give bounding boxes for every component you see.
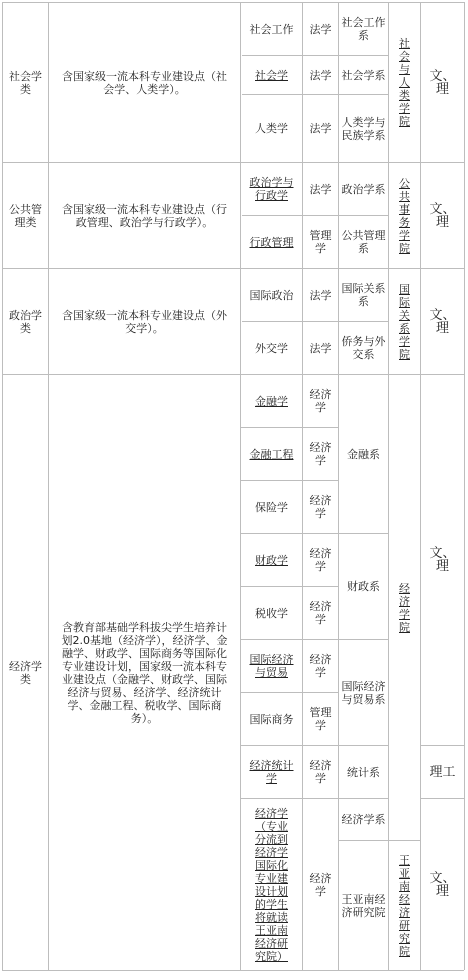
- dept-cell: 财政系: [347, 580, 380, 593]
- major-link[interactable]: 行政管理: [249, 235, 294, 249]
- degree-cell: 法学: [309, 22, 332, 36]
- major-link[interactable]: 财政学: [255, 553, 288, 567]
- school-link[interactable]: 经济学院: [399, 581, 410, 634]
- degree-cell: 经济学: [309, 653, 332, 679]
- major-link[interactable]: 金融学: [255, 394, 288, 408]
- dept-cell: 金融系: [347, 447, 380, 461]
- category-cell: 公共管理类: [9, 202, 42, 229]
- school-link[interactable]: 社会与人类学院: [399, 37, 410, 128]
- dept-cell: 统计系: [347, 765, 380, 779]
- degree-cell: 管理学: [309, 706, 332, 732]
- school-link[interactable]: 国际关系学院: [399, 282, 410, 361]
- subject-cell: 文、理: [429, 307, 456, 336]
- category-cell: 社会学类: [9, 69, 42, 96]
- category-cell: 经济学类: [9, 659, 42, 686]
- dept-cell: 侨务与外交系: [341, 335, 386, 361]
- major-link[interactable]: 经济学（专业分流到经济学国际化专业建设计划的学生将就读王亚南经济研究院）: [255, 806, 288, 963]
- subject-cell: 文、理: [429, 201, 456, 230]
- dept-cell: 经济学系: [341, 813, 386, 826]
- major-link[interactable]: 金融工程: [249, 447, 294, 461]
- subject-cell: 文、理: [429, 870, 456, 899]
- degree-cell: 经济学: [309, 759, 332, 785]
- degree-cell: 经济学: [309, 547, 332, 573]
- subject-cell: 文、理: [429, 68, 456, 97]
- plan-cell: 含国家级一流本科专业建设点（社会学、人类学）。: [62, 69, 227, 96]
- category-cell: 政治学类: [9, 308, 42, 335]
- subject-cell: 理工: [429, 764, 456, 780]
- degree-cell: 经济学: [309, 441, 332, 467]
- dept-cell: 政治学系: [341, 182, 386, 196]
- dept-cell: 国际经济与贸易系: [341, 679, 386, 706]
- major-cell: 国际政治: [249, 288, 294, 302]
- major-cell: 社会工作: [249, 22, 294, 36]
- plan-cell: 含国家级一流本科专业建设点（行政管理、政治学与行政学）。: [62, 202, 227, 229]
- subject-cell: 文、理: [429, 546, 456, 574]
- major-cell: 国际商务: [249, 712, 294, 726]
- major-link[interactable]: 政治学与行政学: [249, 176, 294, 202]
- major-link[interactable]: 社会学: [255, 68, 288, 82]
- major-cell: 外交学: [255, 341, 288, 355]
- degree-cell: 法学: [309, 288, 332, 302]
- dept-cell: 社会学系: [341, 68, 386, 82]
- school-link[interactable]: 王亚南经济研究院: [399, 853, 410, 958]
- dept-cell: 社会工作系: [341, 16, 386, 42]
- major-link[interactable]: 经济统计学: [249, 759, 294, 785]
- plan-cell: 含国家级一流本科专业建设点（外交学）。: [62, 308, 227, 335]
- degree-cell: 法学: [309, 122, 332, 135]
- major-link[interactable]: 国际经济与贸易: [249, 653, 294, 679]
- degree-cell: 经济学: [309, 494, 332, 520]
- rule: [2, 970, 464, 971]
- rule: [464, 2, 465, 970]
- degree-cell: 经济学: [309, 388, 332, 414]
- major-cell: 人类学: [255, 122, 288, 135]
- degree-cell: 法学: [309, 68, 332, 82]
- dept-cell: 公共管理系: [341, 229, 386, 255]
- major-cell: 保险学: [255, 500, 288, 514]
- plan-cell: 含教育部基础学科拔尖学生培养计划2.0基地（经济学），经济学、金融学、财政学、国际商务等国际化专业建设计划，国家级一流本科专业建设点（金融学、财政学、国际经济与贸易、经济学、经济统计学、金融工程、税收学、国际商务）。: [61, 620, 228, 725]
- dept-cell: 王亚南经济研究院: [341, 892, 386, 919]
- major-cell: 税收学: [255, 606, 288, 620]
- dept-cell: 人类学与民族学系: [341, 115, 386, 142]
- degree-cell: 经济学: [309, 871, 332, 898]
- degree-cell: 法学: [309, 341, 332, 355]
- degree-cell: 法学: [309, 182, 332, 196]
- school-link[interactable]: 公共事务学院: [399, 176, 410, 255]
- degree-cell: 经济学: [309, 600, 332, 626]
- degree-cell: 管理学: [309, 229, 332, 255]
- dept-cell: 国际关系系: [341, 282, 386, 308]
